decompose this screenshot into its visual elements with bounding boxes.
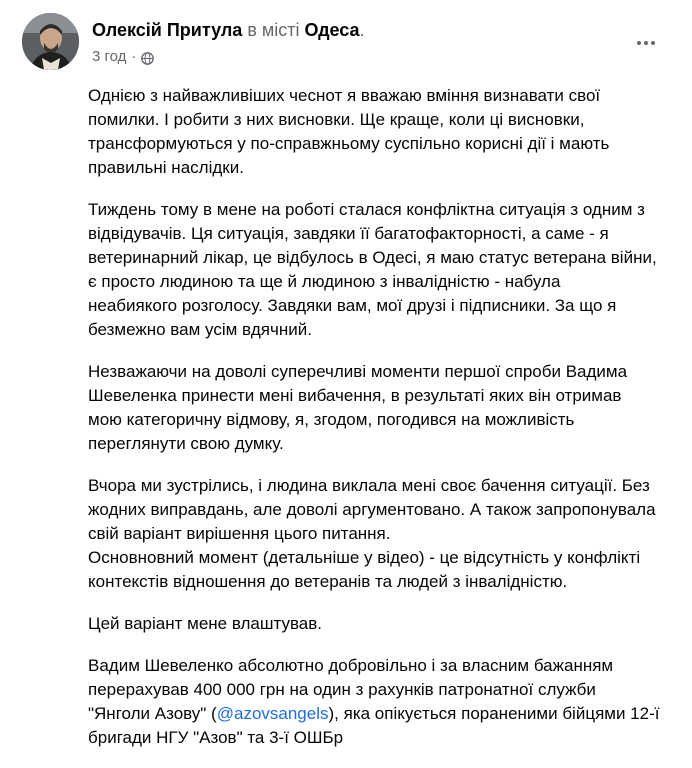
text-line: безмежно вам усім вдячний. (88, 320, 312, 339)
city-link[interactable]: Одеса (304, 20, 360, 40)
text-line: Вчора ми зустрілись, і людина виклала мені своє бачення ситуації. Без (88, 476, 650, 495)
text-line: Незважаючи на доволі суперечливі моменти першої спроби Вадима (88, 362, 628, 381)
more-horizontal-icon (651, 41, 655, 45)
text-line: Основновний момент (детальніше у відео) - це відсутність у конфлікті (88, 548, 641, 567)
avatar-image (22, 13, 79, 70)
text-line: Вадим Шевеленко абсолютно добровільно і за власним бажанням (88, 656, 614, 675)
text-line: Шевеленка принести мені вибачення, в результаті яких він отримав (88, 386, 622, 405)
location-period: . (359, 20, 365, 40)
avatar[interactable] (22, 13, 79, 70)
post-body (88, 84, 668, 768)
more-horizontal-icon (637, 41, 641, 45)
text-line: свій варіант вирішення цього питання. (88, 524, 391, 543)
post-paragraph-3 (88, 360, 668, 456)
text-line: бригади НГУ "Азов" та 3-ї ОШБр (88, 728, 344, 747)
text-line: Однією з найважливіших чеснот я вважаю вміння визнавати свої (88, 86, 601, 105)
more-horizontal-icon (644, 41, 648, 45)
text-line: ветеринарний лікар, це відбулось в Одесі, я маю статус ветерана війни, (88, 248, 657, 267)
text-line: контекстів відношення до ветеранів та людей з інвалідністю. (88, 572, 568, 591)
globe-icon[interactable] (141, 51, 154, 64)
text-line (88, 702, 668, 726)
text-line: Цей варіант мене влаштував. (88, 614, 323, 633)
post-paragraph-2 (88, 198, 668, 342)
post-meta (92, 47, 154, 67)
meta-separator: · (131, 48, 137, 65)
post-paragraph-6 (88, 654, 668, 750)
text-line: Тиждень тому в мене на роботі сталася конфліктна ситуація з одним з (88, 200, 645, 219)
text-line: правильні наслідки. (88, 158, 244, 177)
text-fragment: ), яка опікується пораненими бійцями 12-ї (328, 704, 660, 723)
text-line: неабиякого розголосу. Завдяки вам, мої друзі і підписники. За що я (88, 296, 617, 315)
text-line: перерахував 400 000 грн на один з рахунків патронатної служби (88, 680, 596, 699)
text-line: переглянути свою думку. (88, 434, 284, 453)
text-line: трансформуються у по-справжньому суспільно корисні дії і мають (88, 134, 610, 153)
more-options-button[interactable] (628, 25, 664, 61)
text-line: відвідувачів. Ця ситуація, завдяки її багатофакторності, а саме - я (88, 224, 609, 243)
post-time[interactable]: 3 год (92, 48, 127, 65)
location-prefix: в місті (247, 20, 300, 40)
post-paragraph-4 (88, 474, 668, 594)
text-line: жодних виправдань, але доволі аргументовано. А також запропонувала (88, 500, 656, 519)
post-header (22, 13, 672, 75)
text-line: мою категоричну відмову, я, згодом, погодився на можливість (88, 410, 575, 429)
post-paragraph-1 (88, 84, 668, 180)
text-fragment: "Янголи Азову" ( (88, 704, 217, 723)
author-name[interactable]: Олексій Притула (92, 20, 243, 40)
text-line: помилки. І робити з них висновки. Ще краще, коли ці висновки, (88, 110, 585, 129)
text-line: є просто людиною та ще й людиною з інвалідністю - набула (88, 272, 561, 291)
post-paragraph-5 (88, 612, 668, 636)
author-line (92, 19, 365, 41)
mention-link[interactable]: @azovsangels (216, 704, 329, 723)
